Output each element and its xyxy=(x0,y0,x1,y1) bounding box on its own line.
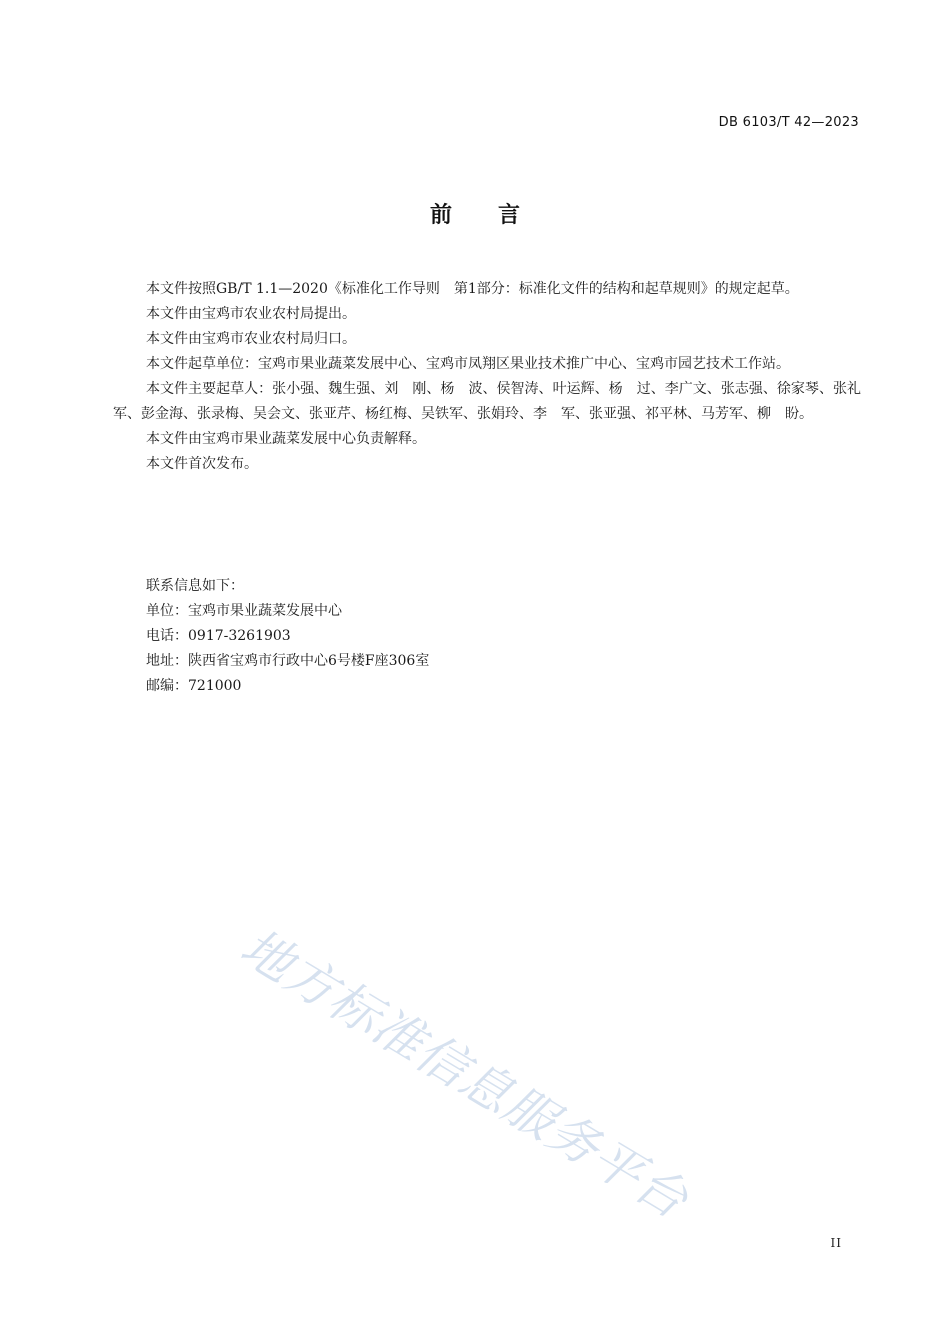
watermark: 地方标准信息服务平台 xyxy=(231,917,699,1230)
contact-postcode: 邮编：721000 xyxy=(146,678,242,694)
paragraph-first-release: 本文件首次发布。 xyxy=(146,456,258,472)
paragraph-drafting-units: 本文件起草单位：宝鸡市果业蔬菜发展中心、宝鸡市凤翔区果业技术推广中心、宝鸡市园艺技术工作站。 xyxy=(146,356,790,372)
paragraph-proposed-by: 本文件由宝鸡市农业农村局提出。 xyxy=(146,306,356,322)
paragraph-drafting-rule: 本文件按照GB/T 1.1—2020《标准化工作导则 第1部分：标准化文件的结构和起草规则》的规定起草。 xyxy=(146,281,799,297)
contact-phone: 电话：0917-3261903 xyxy=(146,628,291,644)
page-title: 前言 xyxy=(429,203,566,228)
contact-address: 地址：陕西省宝鸡市行政中心6号楼F座306室 xyxy=(146,653,430,669)
paragraph-drafters: 本文件主要起草人：张小强、魏生强、刘 刚、杨 波、侯智涛、叶运辉、杨 过、李广文、张志强、徐家琴、张礼军、彭金海、张录梅、吴会文、张亚芹、杨红梅、吴铁军、张娟玲、李 军、张亚强、祁平林、马芳军、柳 盼。 xyxy=(113,381,861,422)
page-number: II xyxy=(830,1236,842,1250)
paragraph-managed-by: 本文件由宝鸡市农业农村局归口。 xyxy=(146,331,356,347)
contact-info xyxy=(146,574,746,699)
contact-unit: 单位：宝鸡市果业蔬菜发展中心 xyxy=(146,603,342,619)
paragraph-interpretation: 本文件由宝鸡市果业蔬菜发展中心负责解释。 xyxy=(146,431,426,447)
foreword-body xyxy=(113,277,861,477)
contact-heading: 联系信息如下： xyxy=(146,578,244,594)
document-code: DB 6103/T 42—2023 xyxy=(718,115,859,130)
